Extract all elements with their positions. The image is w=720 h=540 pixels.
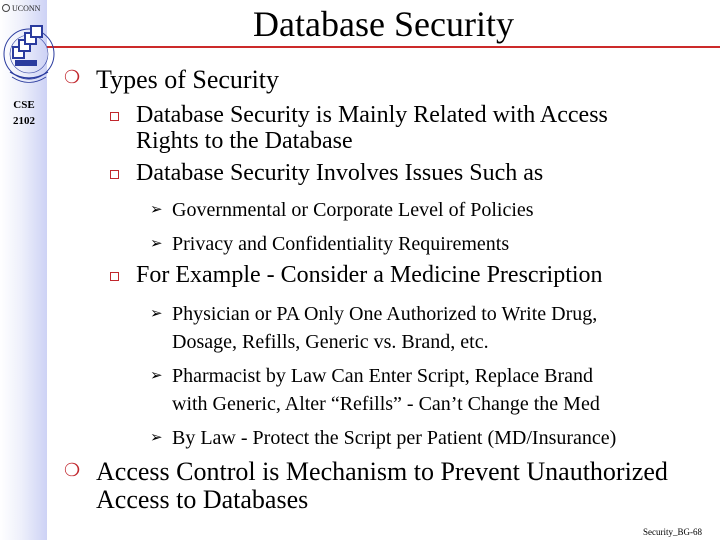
example-2-line2: with Generic, Alter “Refills” - Can’t Change the Med: [172, 393, 600, 415]
arrowhead-bullet-icon: ➢: [150, 366, 163, 384]
sub1-line2: Rights to the Database: [136, 128, 353, 154]
course-dept: CSE: [13, 99, 35, 111]
uconn-seal-icon: [2, 4, 10, 12]
arrowhead-bullet-icon: ➢: [150, 200, 163, 218]
university-name: UCONN: [12, 3, 41, 13]
square-bullet-icon: [110, 112, 119, 121]
sub2-text: Database Security Involves Issues Such as: [136, 160, 544, 186]
issue-1: Governmental or Corporate Level of Policies: [172, 199, 534, 221]
square-bullet-icon: [110, 170, 119, 179]
course-number: 2102: [13, 115, 35, 127]
issue-2: Privacy and Confidentiality Requirements: [172, 233, 510, 255]
circle-bullet-icon: ❍: [64, 460, 81, 481]
access-line1: Access Control is Mechanism to Prevent Unauthorized: [96, 457, 668, 486]
circle-bullet-icon: ❍: [64, 67, 81, 88]
header-rule: [47, 46, 720, 48]
arrowhead-bullet-icon: ➢: [150, 428, 163, 446]
types-heading: Types of Security: [96, 65, 280, 94]
arrowhead-bullet-icon: ➢: [150, 304, 163, 322]
example-heading: For Example - Consider a Medicine Prescription: [136, 262, 603, 288]
slide-footer-id: Security_BG-68: [643, 527, 702, 537]
course-code: [2, 97, 46, 129]
slide-title: Database Security: [253, 4, 514, 44]
arrowhead-bullet-icon: ➢: [150, 234, 163, 252]
sub1-line1: Database Security is Mainly Related with Access: [136, 102, 608, 128]
square-bullet-icon: [110, 272, 119, 281]
example-2-line1: Pharmacist by Law Can Enter Script, Replace Brand: [172, 365, 593, 387]
access-line2: Access to Databases: [96, 485, 309, 514]
example-1-line1: Physician or PA Only One Authorized to Write Drug,: [172, 303, 598, 325]
example-3: By Law - Protect the Script per Patient (MD/Insurance): [172, 427, 617, 449]
example-1-line2: Dosage, Refills, Generic vs. Brand, etc.: [172, 331, 489, 353]
